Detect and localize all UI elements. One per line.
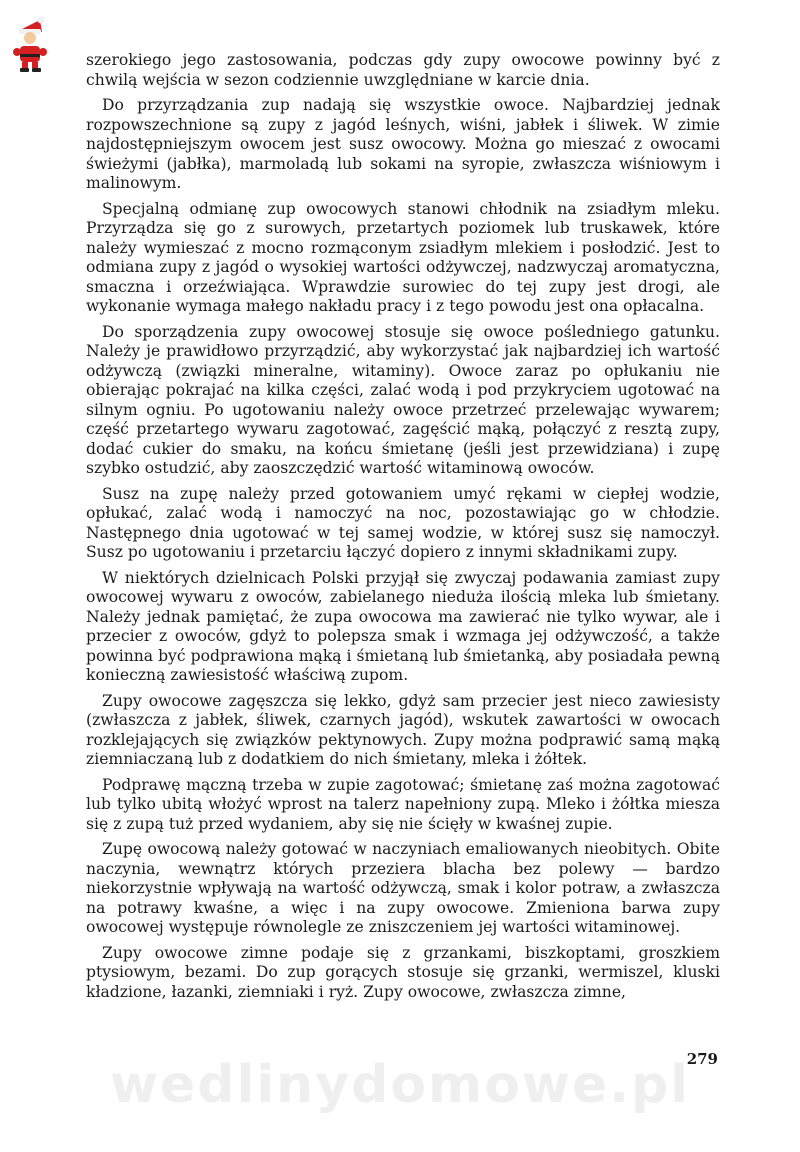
santa-claus-icon xyxy=(12,14,50,74)
paragraph: Podprawę mączną trzeba w zupie zagotować; śmietanę zaś można zagotować lub tylko ubitą włożyć wprost na talerz napełniony zupą. Mleko i żółtka miesza się z zupą tuż przed wydaniem, aby się nie ścięły w kwaśnej zupie. xyxy=(86,775,720,833)
paragraph: Do sporządzenia zupy owocowej stosuje się owoce pośledniego gatunku. Należy je prawidłowo przyrządzić, aby wykorzystać jak najbardziej ich wartość odżywczą (związki mineralne, witaminy). Owoce zaraz po opłukaniu nie obierając pokrajać na kilka części, zalać wodą i pod przykryciem ugotować na silnym ogniu. Po ugotowaniu należy owoce przetrzeć przelewając wywarem; część przetartego wywaru zagotować, zagęścić mąką, połączyć z resztą zupy, dodać cukier do smaku, na końcu śmietanę (jeśli jest przewidziana) i zupę szybko ostudzić, aby zaoszczędzić wartość witaminową owoców. xyxy=(86,322,720,477)
paragraph: Susz na zupę należy przed gotowaniem umyć rękami w ciepłej wodzie, opłukać, zalać wodą i namoczyć na noc, pozostawiając go w chłodzie. Następnego dnia ugotować w tej samej wodzie, w której susz się namoczył. Susz po ugotowaniu i przetarciu łączyć dopiero z innymi składnikami zupy. xyxy=(86,484,720,561)
paragraph: Do przyrządzania zup nadają się wszystkie owoce. Najbardziej jednak rozpowszechnione są zupy z jagód leśnych, wiśni, jabłek i śliwek. W zimie najdostępniejszym owocem jest susz owocowy. Można go mieszać z owocami świeżymi (jabłka), marmoladą lub sokami na syropie, zwłaszcza wiśniowym i malinowym. xyxy=(86,96,720,192)
paragraph: Zupy owocowe zimne podaje się z grzankami, biszkoptami, groszkiem ptysiowym, bezami. Do zup gorących stosuje się grzanki, wermiszel, kluski kładzione, łazanki, ziemniaki i ryż. Zupy owocowe, zwłaszcza zimne, xyxy=(86,943,720,1001)
paragraph: szerokiego jego zastosowania, podczas gdy zupy owocowe powinny być z chwilą wejścia w sezon codziennie uwzględniane w karcie dnia. xyxy=(86,51,720,89)
paragraph: W niektórych dzielnicach Polski przyjął się zwyczaj podawania zamiast zupy owocowej wywaru z owoców, zabielanego nieduża ilością mleka lub śmietany. Należy jednak pamiętać, że zupa owocowa ma zawierać nie tylko wywar, ale i przecier z owoców, gdyż to polepsza smak i wzmaga jej odżywczość, a także powinna być podprawiona mąką i śmietaną lub śmietanką, aby posiadała pewną konieczną zawiesistość właściwą zupom. xyxy=(86,568,720,684)
page-number: 279 xyxy=(686,1050,718,1068)
paragraph: Zupy owocowe zagęszcza się lekko, gdyż sam przecier jest nieco zawiesisty (zwłaszcza z jabłek, śliwek, czarnych jagód), wskutek zawartości w owocach rozklejających się związków pektynowych. Zupy można podprawić samą mąką ziemniaczaną lub z dodatkiem do nich śmietany, mleka i żółtek. xyxy=(86,691,720,768)
watermark: wedlinydomowe.pl xyxy=(110,1055,691,1115)
page-body xyxy=(86,51,720,1008)
paragraph: Zupę owocową należy gotować w naczyniach emaliowanych nieobitych. Obite naczynia, wewnątrz których przeziera blacha bez polewy — bardzo niekorzystnie wpływają na wartość odżywczą, smak i kolor potraw, a zwłaszcza na potrawy kwaśne, a więc i na zupy owocowe. Zmieniona barwa zupy owocowej występuje równolegle ze zniszczeniem jej wartości witaminowej. xyxy=(86,840,720,936)
paragraph: Specjalną odmianę zup owocowych stanowi chłodnik na zsiadłym mleku. Przyrządza się go z surowych, przetartych poziomek lub truskawek, które należy wymieszać z mocno rozmąconym zsiadłym mlekiem i posłodzić. Jest to odmiana zupy z jagód o wysokiej wartości odżywczej, nadzwyczaj aromatyczna, smaczna i orzeźwiająca. Wprawdzie surowiec do tej zupy jest drogi, ale wykonanie wymaga małego nakładu pracy i z tego powodu jest ona opłacalna. xyxy=(86,199,720,315)
